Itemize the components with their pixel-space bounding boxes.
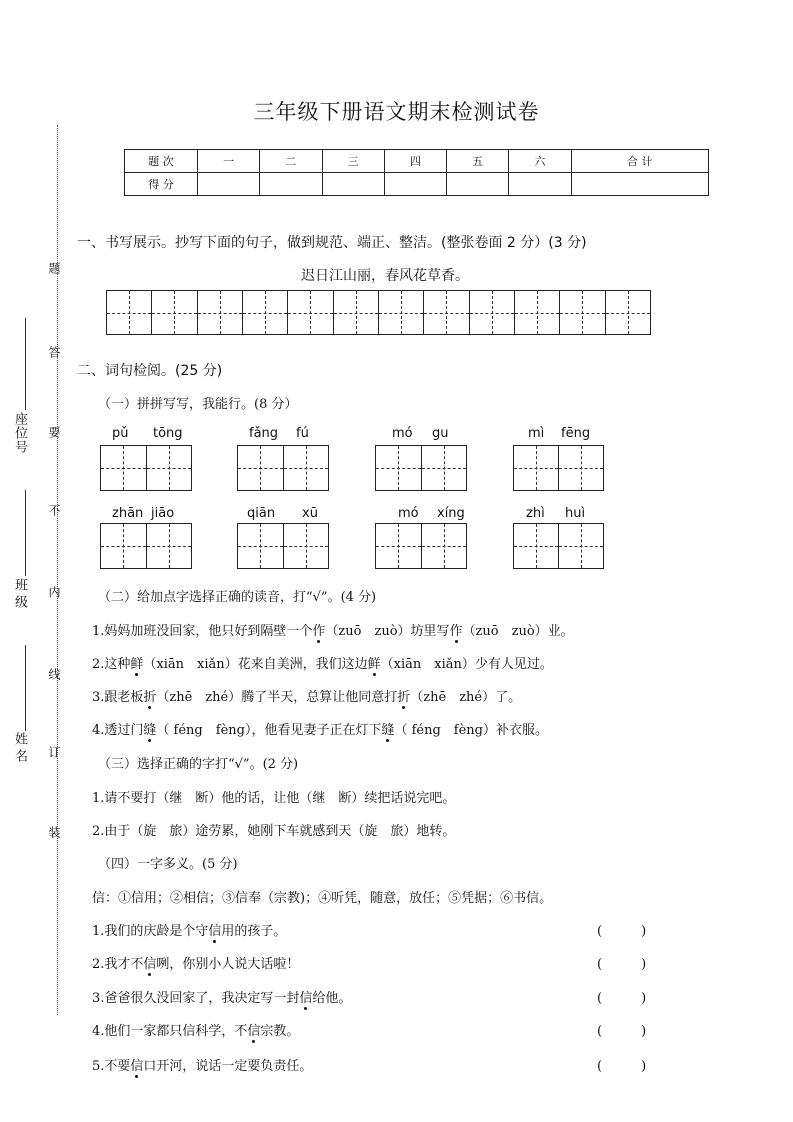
class-label: 班级	[12, 578, 27, 612]
score-cell[interactable]	[322, 173, 384, 196]
copy-sentence: 迟日江山丽，春风花草香。	[301, 268, 469, 284]
class-field[interactable]	[25, 490, 26, 576]
table-header-cell: 六	[509, 150, 571, 173]
pinyin-syllable: fēng	[561, 426, 591, 441]
pinyin-writing-box[interactable]	[237, 445, 329, 491]
section1-heading: 一、书写展示。抄写下面的句子，做到规范、端正、整洁。(整张卷面 2 分）(3 分)	[77, 235, 587, 251]
binding-char: 不	[47, 504, 61, 518]
part1-heading: （一）拼拼写写，我能行。(8 分）	[98, 397, 298, 412]
pinyin-syllable: xíng	[437, 506, 465, 521]
meaning-item: 2.我才不信咧，你别小人说大话啦！	[92, 957, 300, 972]
binding-dotted-line	[57, 125, 58, 1015]
binding-char: 订	[47, 746, 61, 760]
table-header-cell: 五	[447, 150, 509, 173]
meanings-list: 信：①信用；②相信；③信奉（宗教)；④听凭，随意，放任；⑤凭据；⑥书信。	[92, 891, 553, 906]
pinyin-writing-box[interactable]	[375, 445, 467, 491]
pinyin-writing-box[interactable]	[513, 445, 604, 491]
table-header-cell: 三	[322, 150, 384, 173]
table-header-cell: 四	[384, 150, 446, 173]
name-label: 姓名	[12, 732, 27, 766]
pinyin-writing-box[interactable]	[100, 445, 192, 491]
pinyin-syllable: mó	[398, 506, 419, 521]
pinyin-syllable: zhì	[526, 506, 545, 521]
part3-heading: （三）选择正确的字打“√”。(2 分)	[98, 757, 299, 772]
pinyin-syllable: pǔ	[112, 426, 129, 441]
word-choice-item: 2.由于（旋 旅）途劳累，她刚下车就感到天（旋 旅）地转。	[92, 824, 456, 839]
name-field[interactable]	[25, 645, 26, 731]
table-header-cell: 题 次	[125, 150, 198, 173]
pinyin-syllable: qiān	[247, 506, 276, 521]
score-table	[124, 149, 709, 196]
pinyin-syllable: mó	[392, 426, 413, 441]
binding-char: 题	[47, 262, 61, 276]
pinyin-syllable: fú	[296, 426, 309, 441]
pinyin-syllable: gu	[432, 426, 449, 441]
score-cell[interactable]	[571, 173, 709, 196]
pinyin-writing-box[interactable]	[375, 523, 467, 569]
seat-number-label: 座位号	[12, 412, 27, 454]
meaning-item: 3.爸爸很久没回家了，我决定写一封信给他。	[92, 991, 352, 1006]
pinyin-syllable: tōng	[153, 426, 183, 441]
table-header-cell: 一	[198, 150, 260, 173]
binding-char: 答	[47, 346, 61, 360]
meaning-item: 4.他们一家都只信科学，不信宗教。	[92, 1024, 300, 1039]
page-title: 三年级下册语文期末检测试卷	[253, 100, 540, 124]
seat-number-field[interactable]	[25, 318, 26, 410]
score-cell[interactable]	[384, 173, 446, 196]
meaning-item: 5.不要信口开河，说话一定要负责任。	[92, 1059, 313, 1074]
answer-blank[interactable]: ( )	[597, 924, 647, 939]
table-header-cell: 合 计	[571, 150, 709, 173]
binding-char: 要	[47, 426, 61, 440]
binding-char: 线	[47, 668, 61, 682]
table-header-cell: 二	[260, 150, 322, 173]
binding-char: 装	[47, 826, 61, 840]
score-cell[interactable]	[447, 173, 509, 196]
pronunciation-item: 2.这种鲜（xiān xiǎn）花来自美洲，我们这边鲜（xiān xiǎn）少有人见过。	[92, 657, 553, 672]
pinyin-syllable: huì	[565, 506, 586, 521]
pinyin-syllable: jiāo	[151, 506, 175, 521]
pronunciation-item: 1.妈妈加班没回家，他只好到隔壁一个作（zuō zuò）坊里写作（zuō zuò）业。	[92, 624, 574, 639]
pinyin-syllable: xū	[302, 506, 318, 521]
binding-char: 内	[47, 586, 61, 600]
word-choice-item: 1.请不要打（继 断）他的话，让他（继 断）续把话说完吧。	[92, 791, 456, 806]
pinyin-writing-box[interactable]	[513, 523, 604, 569]
pinyin-writing-box[interactable]	[237, 523, 329, 569]
pronunciation-item: 3.跟老板折（zhē zhé）腾了半天，总算让他同意打折（zhē zhé）了。	[92, 690, 522, 705]
section2-heading: 二、词句检阅。(25 分)	[77, 363, 223, 379]
answer-blank[interactable]: ( )	[597, 1059, 647, 1074]
pinyin-syllable: mì	[528, 426, 545, 441]
pronunciation-item: 4.透过门缝（ féng fèng），他看见妻子正在灯下缝（ féng fèng）补衣服。	[92, 723, 548, 738]
pinyin-syllable: zhān	[112, 506, 144, 521]
answer-blank[interactable]: ( )	[597, 991, 647, 1006]
pinyin-writing-box[interactable]	[100, 523, 192, 569]
score-cell[interactable]	[509, 173, 571, 196]
answer-blank[interactable]: ( )	[597, 957, 647, 972]
answer-blank[interactable]: ( )	[597, 1024, 647, 1039]
pinyin-syllable: fǎng	[249, 426, 279, 441]
meaning-item: 1.我们的庆龄是个守信用的孩子。	[92, 924, 287, 939]
copy-writing-grid[interactable]	[106, 290, 651, 335]
score-cell[interactable]	[198, 173, 260, 196]
score-cell[interactable]	[260, 173, 322, 196]
score-row-label: 得 分	[125, 173, 198, 196]
part2-heading: （二）给加点字选择正确的读音，打“√”。(4 分)	[98, 590, 377, 605]
part4-heading: （四）一字多义。(5 分)	[98, 857, 238, 872]
